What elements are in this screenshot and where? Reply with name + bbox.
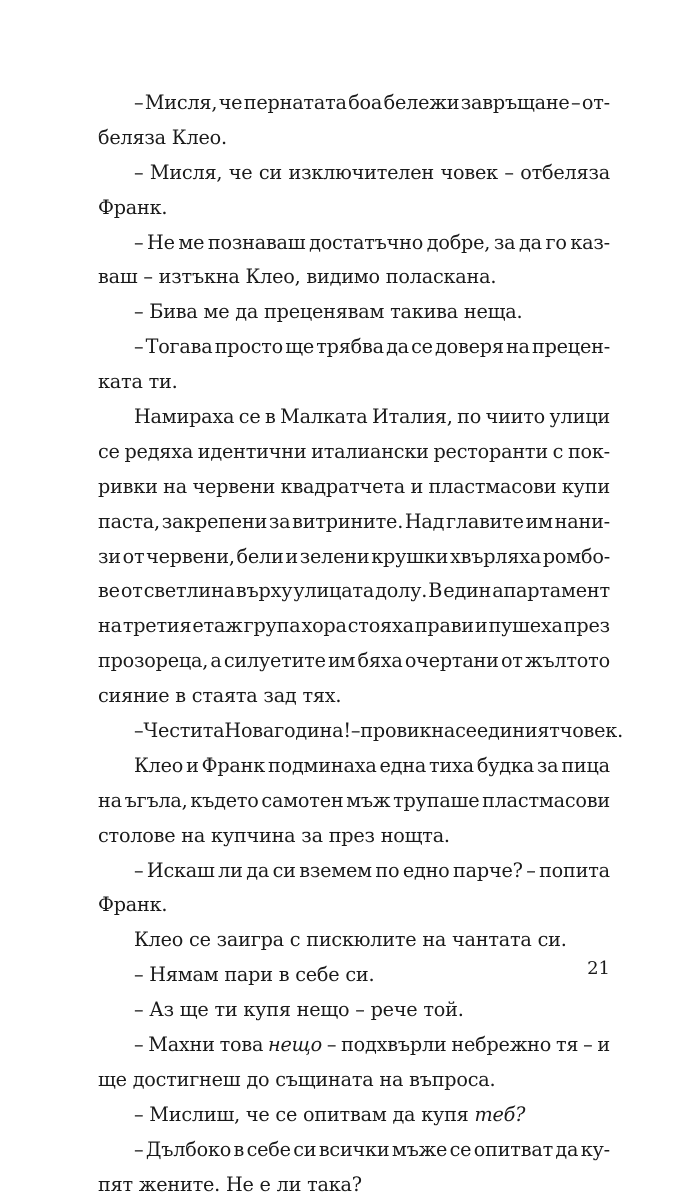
word: човек. (559, 719, 623, 743)
text-line: беляза Клео. (98, 125, 227, 149)
word: бели (236, 544, 284, 568)
word: третия (122, 614, 192, 638)
word: силуетите (223, 649, 326, 673)
word: самотен (261, 788, 344, 812)
word: крушки (371, 544, 449, 568)
word: от (122, 544, 145, 568)
text-line: Клео се заигра с пискюлите на чантата си. (134, 928, 567, 952)
word: – (134, 230, 144, 254)
word: опитват (473, 1137, 553, 1161)
text-line (98, 1098, 610, 1133)
word: пок- (567, 439, 610, 463)
word: ще (285, 335, 315, 359)
word: просто (214, 335, 284, 359)
word: тя (555, 1033, 579, 1057)
word: за (268, 509, 291, 533)
text-line: столове на купчина за през нощта. (98, 823, 450, 847)
word: че (218, 91, 243, 114)
word: им (327, 649, 356, 673)
text-line: сияние в стаята зад тях. (98, 684, 342, 708)
word: хора (301, 614, 347, 638)
word: човек (440, 160, 498, 184)
word: улици (549, 405, 610, 429)
word: и (597, 1033, 610, 1057)
word: добре, (426, 230, 491, 254)
word: група (243, 614, 301, 638)
word: да (386, 335, 409, 359)
word: етаж (192, 614, 243, 638)
word: – (134, 1033, 144, 1057)
word: Намираха (134, 405, 235, 429)
word: това (219, 1033, 264, 1057)
word: квадратчета (280, 474, 405, 498)
text-line (98, 330, 610, 365)
word: ве (98, 579, 120, 603)
word: стояха (347, 614, 414, 638)
word: на (98, 788, 122, 812)
word: мъже (391, 1137, 448, 1161)
word: един (443, 579, 492, 603)
word: по (375, 858, 400, 882)
text-line: пят жените. Не е ли така? (98, 1172, 362, 1196)
word: – (134, 160, 144, 184)
word: ме (178, 230, 205, 254)
word: апартамент (492, 579, 610, 603)
text-line (98, 609, 610, 644)
word: си (258, 160, 283, 184)
text-line (98, 574, 610, 609)
word: изключителен (288, 160, 435, 184)
word: вземем (299, 858, 372, 882)
text-line: – Бива ме да преценявам такива неща. (134, 300, 523, 324)
word: прецен- (531, 335, 610, 359)
text-line (98, 226, 610, 261)
word: една (379, 753, 427, 777)
text-line: Франк. (98, 195, 168, 219)
word: тиха (429, 753, 474, 777)
word: че (228, 160, 253, 184)
text-line (98, 156, 610, 191)
word: в (265, 405, 276, 429)
text-line: ваш – изтъкна Клео, видимо поласкана. (98, 265, 497, 289)
word: трябва (316, 335, 384, 359)
word: – (134, 1137, 144, 1161)
word: – (134, 335, 144, 359)
word: пица (561, 753, 610, 777)
word: се (238, 405, 261, 429)
word: отбеляза (520, 160, 610, 184)
word: за (493, 230, 516, 254)
word: долу. (375, 579, 428, 603)
word: зи (98, 544, 121, 568)
word: будка (476, 753, 534, 777)
word: пушеха (488, 614, 563, 638)
word: Нова (224, 719, 275, 743)
text-line (98, 86, 610, 121)
word: – (583, 1033, 593, 1057)
word: Малката (280, 405, 368, 429)
word: година! (274, 719, 351, 743)
word: всички (318, 1137, 390, 1161)
word: и (474, 614, 488, 638)
word: ромбо- (542, 544, 610, 568)
word: от- (581, 91, 610, 114)
word: нани- (554, 509, 610, 533)
word: – (526, 858, 536, 882)
word: пернатата (243, 91, 347, 114)
word: купи (561, 474, 610, 498)
word: през (563, 614, 610, 638)
text-line (98, 1028, 610, 1063)
word: италиански (311, 439, 429, 463)
text-line: – Нямам пари в себе си. (134, 963, 375, 987)
word: завръщане (460, 91, 570, 114)
word: в (233, 1137, 245, 1161)
word: бележи (383, 91, 460, 114)
page-number: 21 (587, 958, 610, 979)
word: да (519, 230, 542, 254)
word: Над (404, 509, 445, 533)
text-line (98, 784, 610, 819)
word: пластмасови (428, 474, 557, 498)
word: и (285, 544, 298, 568)
word: подминаха (268, 753, 377, 777)
word: очертани (404, 649, 499, 673)
word: зелени (299, 544, 370, 568)
word: улицата (293, 579, 375, 603)
word: мъж (346, 788, 391, 812)
word: и (186, 753, 199, 777)
word: каз- (570, 230, 610, 254)
word: на (163, 474, 187, 498)
word: жълтото (524, 649, 610, 673)
word: прозореца, (98, 649, 209, 673)
emphasis-text: теб? (474, 1102, 526, 1126)
text-line: – Аз ще ти купя нещо – рече той. (134, 998, 464, 1022)
word: Тогава (145, 335, 213, 359)
word: върху (235, 579, 293, 603)
word: пластмасови (482, 788, 610, 812)
word: си (293, 1137, 317, 1161)
word: главите (446, 509, 524, 533)
word: от (120, 579, 143, 603)
word: доверя (435, 335, 504, 359)
word: едно (402, 858, 450, 882)
word: В (428, 579, 443, 603)
text-line: Франк. (98, 893, 168, 917)
word: за (536, 753, 559, 777)
word: а (210, 649, 222, 673)
word: Дълбоко (145, 1137, 232, 1161)
text-line (98, 540, 610, 575)
text-line (98, 470, 610, 505)
word: прави (414, 614, 474, 638)
word: хвърляха (449, 544, 542, 568)
word: боа (348, 91, 383, 114)
word: където (190, 788, 259, 812)
word: се (411, 335, 433, 359)
word: небрежно (451, 1033, 552, 1057)
word: единият (476, 719, 560, 743)
word: бяха (357, 649, 403, 673)
word: подхвърли (341, 1033, 447, 1057)
text-line (98, 505, 610, 540)
word: си (272, 858, 296, 882)
word: се (449, 1137, 472, 1161)
word: – (504, 160, 514, 184)
word: – (350, 719, 361, 743)
text-line (98, 435, 610, 470)
word: от (500, 649, 523, 673)
text-line (98, 400, 610, 435)
text-line (98, 854, 610, 889)
word: се (455, 719, 477, 743)
word: провикна (360, 719, 456, 743)
word: червени, (146, 544, 235, 568)
word: по (457, 405, 482, 429)
word: себе (246, 1137, 291, 1161)
emphasis-word: нещо (268, 1033, 322, 1057)
word: познаваш (207, 230, 306, 254)
word: Франк (201, 753, 266, 777)
text-line: ката ти. (98, 370, 178, 394)
word: с (552, 439, 564, 463)
word: достатъчно (309, 230, 424, 254)
word: червени (192, 474, 276, 498)
word: Махни (148, 1033, 215, 1057)
word: идентични (197, 439, 307, 463)
word: ресторанти (433, 439, 548, 463)
word: – (326, 1033, 337, 1057)
text-line (98, 714, 623, 749)
word: парче? (453, 858, 523, 882)
word: Италия, (372, 405, 453, 429)
word: витрините. (292, 509, 404, 533)
word: им (525, 509, 553, 533)
word: светлина (143, 579, 235, 603)
word: да (246, 858, 270, 882)
word: ку- (580, 1137, 610, 1161)
word: се (98, 439, 120, 463)
word: ривки (98, 474, 158, 498)
word: Клео (134, 753, 184, 777)
word: на (98, 614, 122, 638)
word: закрепени (161, 509, 268, 533)
word: – (134, 858, 144, 882)
word: попита (539, 858, 610, 882)
word: го (545, 230, 567, 254)
word: ли (218, 858, 243, 882)
word: чиито (485, 405, 546, 429)
body-text (98, 86, 623, 1203)
word: Честита (143, 719, 225, 743)
word: Мисля, (149, 160, 223, 184)
text-line (98, 644, 610, 679)
word: – (134, 91, 144, 114)
word: и (410, 474, 424, 498)
word: паста, (98, 509, 160, 533)
word: редяха (124, 439, 194, 463)
word: Мисля, (144, 91, 218, 114)
text-line: ще достигнеш до същината на въпроса. (98, 1067, 496, 1091)
word: да (555, 1137, 579, 1161)
text-line (98, 1133, 610, 1168)
text-segment: – Мислиш, че се опитвам да купя (134, 1102, 475, 1126)
word: Искаш (146, 858, 215, 882)
word: – (134, 719, 144, 743)
word: – (571, 91, 581, 114)
text-line (98, 749, 610, 784)
word: Не (147, 230, 175, 254)
word: ъгъла, (124, 788, 188, 812)
word: на (505, 335, 530, 359)
word: трупаше (393, 788, 480, 812)
